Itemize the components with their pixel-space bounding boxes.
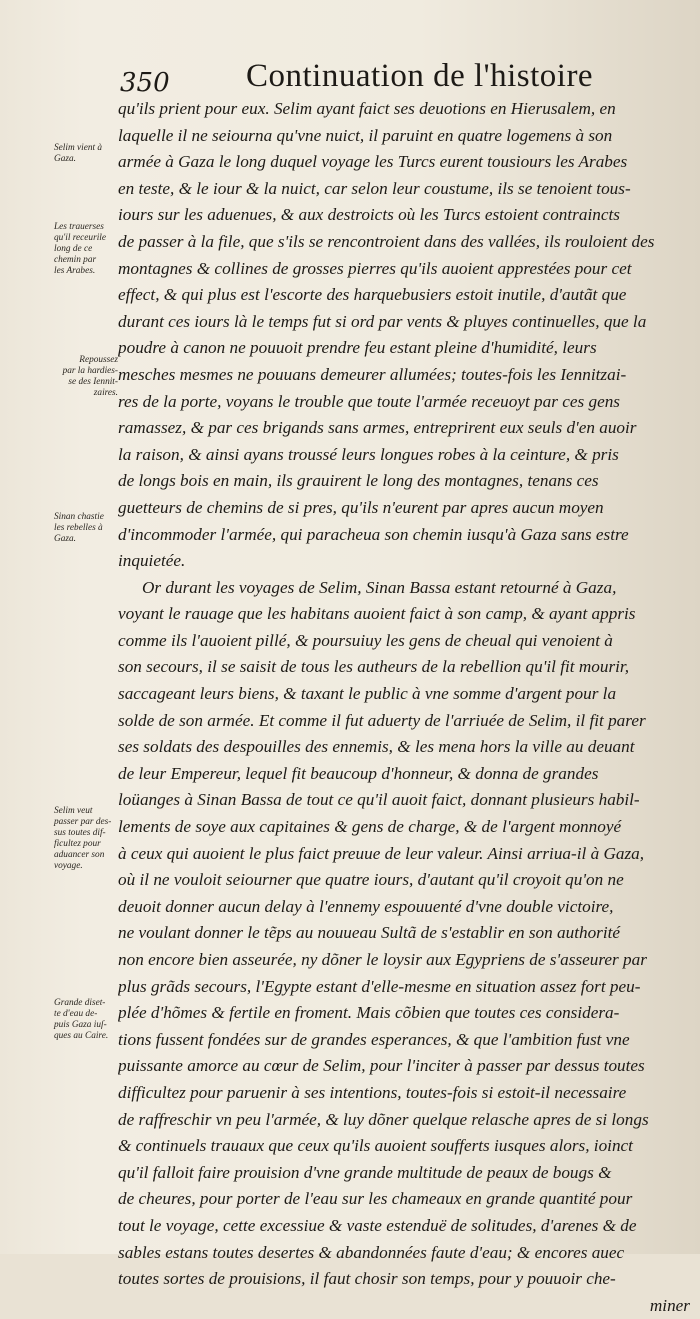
margin-note-line: Gaza. [54,154,76,164]
text-line: comme ils l'auoient pillé, & poursuiuy les gens de cheual qui venoient à [118,630,613,650]
text-line: de cheures, pour porter de l'eau sur les chameaux en grande quantité pour [118,1189,633,1209]
text-line: puissante amorce au cœur de Selim, pour l'inciter à passer par dessus toutes [118,1056,645,1076]
running-title: Continuation de l'histoire [246,58,594,94]
text-line: non encore bien asseurée, ny dõner le loysir aux Egypriens de s'asseurer par [118,950,647,969]
margin-note-line: long de ce [54,244,93,254]
margin-note-line: Sinan chastie [54,512,104,522]
text-line: qu'il falloit faire prouision d'vne grande multitude de peaux de bougs & [118,1162,612,1182]
page-header [120,58,680,98]
text-line: la raison, & ainsi ayans troussé leurs longues robes à la ceinture, & pris [118,444,619,464]
margin-note-line: zaires. [93,388,118,398]
margin-note-line: voyage. [54,861,83,871]
text-line: où il ne vouloit seiourner que quatre iours, d'autant qu'il croyoit qu'on ne [118,870,624,890]
margin-note-line: passer par des- [54,817,112,827]
text-line: d'incommoder l'armée, qui paracheua son chemin iusqu'à Gaza sans estre [118,524,629,544]
margin-note-line: Repoussez [79,355,118,365]
margin-note-line: aduancer son [54,850,105,860]
margin-note-line: Selim veut [54,806,93,816]
text-line: laquelle il ne seiourna qu'vne nuict, il paruint en quatre logemens à son [118,125,613,145]
margin-note [54,143,118,165]
text-line: lements de soye aux capitaines & gens de charge, & de l'argent monnoyé [118,817,622,837]
margin-note-line: les Arabes. [54,266,96,276]
text-line: plée d'hõmes & fertile en froment. Mais cõbien que toutes ces considera- [118,1003,620,1023]
text-line: voyant le rauage que les habitans auoient faict à son camp, & ayant appris [118,604,636,624]
text-line: guetteurs de chemins de si pres, qu'ils n'eurent par apres aucun moyen [118,497,604,517]
text-line: & continuels trauaux que ceux qu'ils auoient soufferts iusques alors, ioinct [118,1136,633,1156]
text-line: de raffreschir vn peu l'armée, & luy dõner quelque relasche apres de si longs [118,1109,649,1129]
margin-note-line: Les trauerses [54,222,104,232]
text-line: armée à Gaza le long duquel voyage les Turcs eurent tousiours les Arabes [118,152,628,172]
text-line: montagnes & collines de grosses pierres qu'ils auoient apprestées pour cet [118,258,632,278]
text-line: tout le voyage, cette excessiue & vaste estenduë de solitudes, d'arenes & de [118,1215,637,1235]
margin-note-line: te d'eau de- [54,1009,98,1019]
margin-note-line: par la hardies- [62,366,118,376]
margin-note-line: puis Gaza iuſ- [54,1020,107,1030]
text-line: poudre à canon ne pouuoit prendre feu estant pleine d'humidité, leurs [118,338,597,358]
margin-note-line: les rebelles à [54,523,103,533]
text-line: difficultez pour paruenir à ses intentions, toutes-fois si estoit-il necessaire [118,1082,627,1102]
margin-note-line: Selim vient à [54,143,103,153]
text-line: qu'ils prient pour eux. Selim ayant faict ses deuotions en Hierusalem, en [118,99,616,118]
margin-note [54,355,118,399]
margin-note-line: chemin par [54,255,97,265]
margin-note-line: ficultez pour [54,839,101,849]
text-line: toutes sortes de prouisions, il faut chosir son temps, pour y pouuoir che- [118,1269,616,1289]
page-number: 350 [120,68,170,98]
text-line: durant ces iours là le temps fut si ord par vents & pluyes continuelles, que la [118,311,647,331]
text-line: ramassez, & par ces brigands sans armes, entreprirent eux seuls d'en auoir [118,418,637,438]
margin-note-line: ques au Caire. [54,1031,109,1041]
text-line: solde de son armée. Et comme il fut aduerty de l'arriuée de Selim, il fit parer [118,710,646,730]
text-line: mesches mesmes ne pouuans demeurer allumées; toutes-fois les Iennitzai- [118,364,627,384]
text-line: plus grãds secours, l'Egypte estant d'elle-mesme en situation assez fort peu- [118,976,641,996]
margin-note [54,806,118,872]
text-line: sables estans toutes desertes & abandonnées faute d'eau; & encores auec [118,1242,625,1262]
text-line: loüanges à Sinan Bassa de tout ce qu'il auoit faict, donnant plusieurs habil- [118,790,640,810]
margin-note-line: qu'il receurile [54,233,106,243]
text-line: inquietée. [118,551,186,571]
text-line: de leur Empereur, lequel fit beaucoup d'honneur, & donna de grandes [118,763,599,783]
text-line: en teste, & le iour & la nuict, car selon leur coustume, ils se tenoient tous- [118,178,631,198]
text-line: deuoit donner aucun delay à l'ennemy espouuenté d'vne double victoire, [118,896,614,916]
catchword: miner [649,1295,690,1315]
margin-note-line: sus toutes dif- [54,828,106,838]
body-text [118,96,690,1319]
margin-note [54,998,118,1042]
text-line: tions fussent fondées sur de grandes esperances, & que l'ambition fust vne [118,1029,630,1049]
text-line: son secours, il se saisit de tous les autheurs de la rebellion qu'il fit mourir, [118,657,630,677]
margin-note-line: se des Iennit- [68,377,118,387]
text-line: ne voulant donner le tẽps au nouueau Sultã de s'establir en son authorité [118,923,621,943]
margin-note [54,512,118,545]
text-line: res de la porte, voyans le trouble que toute l'armée receuoyt par ces gens [118,391,620,411]
text-line: effect, & qui plus est l'escorte des harquebusiers estoit inutile, d'autãt que [118,285,627,305]
text-line: iours sur les aduenues, & aux destroicts où les Turcs estoient contraincts [118,205,620,225]
text-line: à ceux qui auoient le plus faict preuue de leur valeur. Ainsi arriua-il à Gaza, [118,843,645,863]
margin-note [54,222,118,277]
text-line: Or durant les voyages de Selim, Sinan Bassa estant retourné à Gaza, [142,577,617,597]
margin-note-line: Gaza. [54,534,76,544]
margin-note-line: Grande diset- [54,998,106,1008]
text-line: de passer à la file, que s'ils se rencontroient dans des vallées, ils rouloient des [118,231,655,251]
text-line: ses soldats des despouilles des ennemis, & les mena hors la ville au deuant [118,737,635,757]
text-line: saccageant leurs biens, & taxant le public à vne somme d'argent pour la [118,684,617,704]
text-line: de longs bois en main, ils grauirent le long des montagnes, tenans ces [118,471,599,491]
